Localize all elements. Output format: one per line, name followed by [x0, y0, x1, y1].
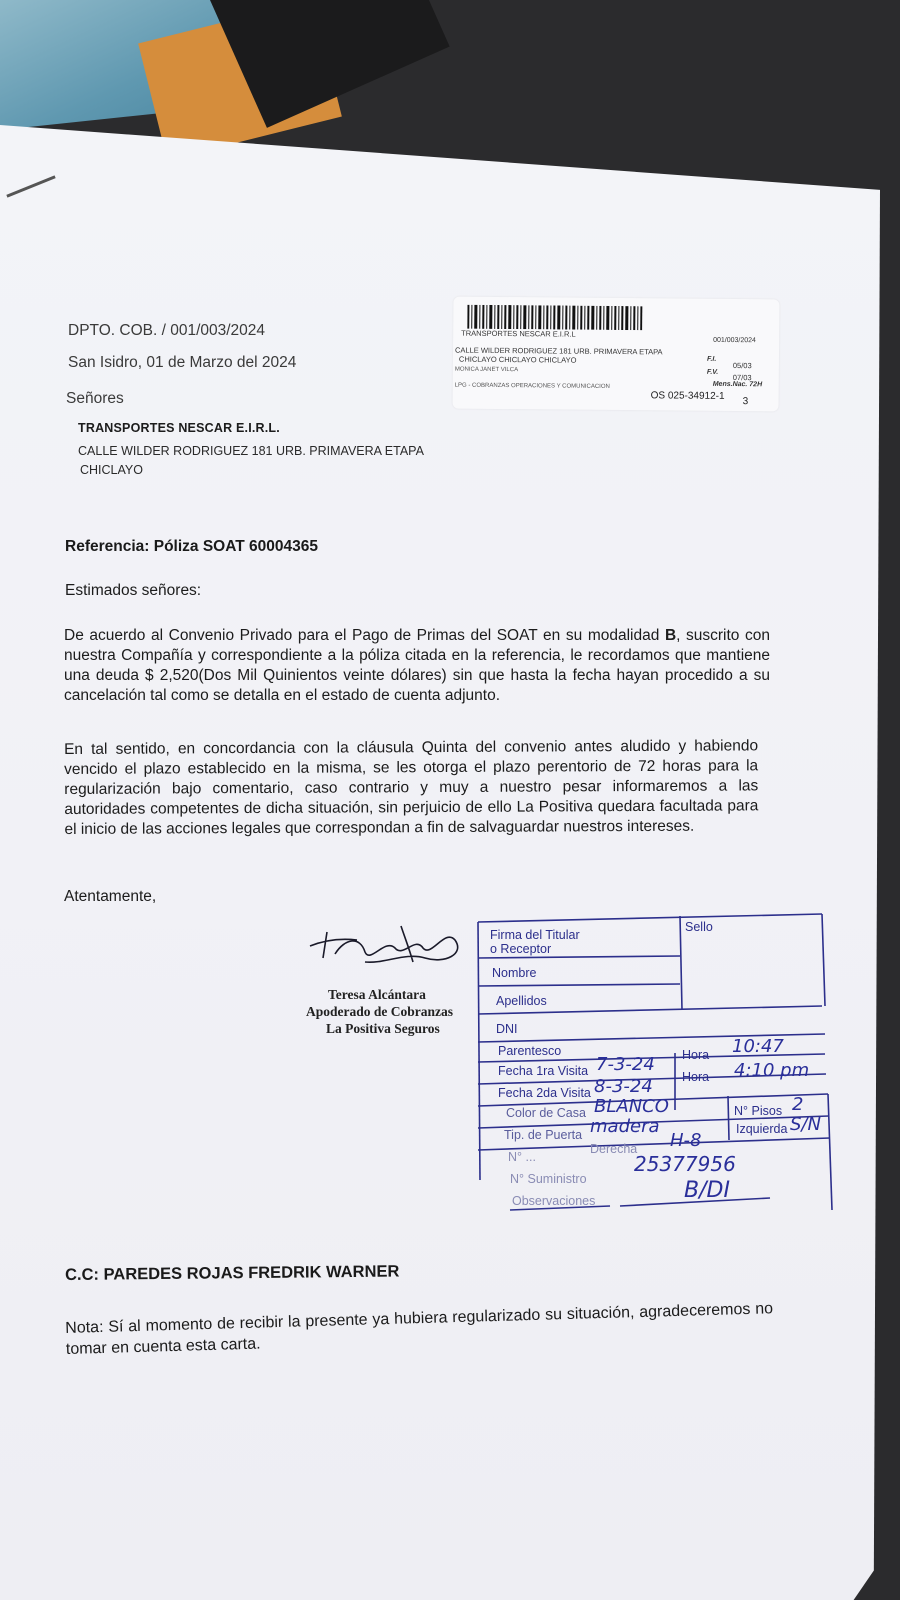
stamp-medidor-label: N° ... — [508, 1150, 536, 1164]
label-fv-label: F.V. — [706, 368, 719, 376]
stamp-fecha2-label: Fecha 2da Visita — [498, 1086, 591, 1100]
recipient-company: TRANSPORTES NESCAR E.I.R.L. — [78, 421, 280, 435]
stamp-derecha-value: H-8 — [670, 1130, 702, 1151]
stamp-observaciones-label: Observaciones — [512, 1194, 596, 1208]
greeting: Estimados señores: — [65, 582, 202, 599]
label-order-number: OS 025-34912-1 — [650, 390, 725, 402]
stamp-nombre-label: Nombre — [492, 966, 537, 980]
stamp-suministro-label: N° Suministro — [510, 1172, 587, 1186]
stamp-firma-label: Firma del Titular — [490, 928, 580, 942]
reference-value: Póliza SOAT 60004365 — [153, 538, 319, 555]
stamp-hora2-value: 4:10 pm — [734, 1060, 810, 1081]
signatory-title: Apoderado de Cobranzas — [306, 1004, 454, 1019]
recipient-address: CALLE WILDER RODRIGUEZ 181 URB. PRIMAVERA ETAPA — [78, 444, 424, 458]
stamp-derecha-label: Derecha — [590, 1142, 638, 1156]
label-address-2: CHICLAYO CHICLAYO CHICLAYO — [458, 354, 577, 365]
label-agent: MONICA JANET VILCA — [454, 366, 519, 374]
stamp-fecha2-value: 8-3-24 — [594, 1076, 653, 1097]
signature-image — [305, 918, 470, 973]
stamp-puerta-value: madera — [590, 1116, 660, 1137]
signatory-name: Teresa Alcántara — [328, 987, 426, 1002]
closing-note: Nota: Sí al momento de recibir la presente ya hubiera regularizado su situación, agradeceremos no tomar en cuenta esta carta. — [65, 1300, 774, 1358]
label-department: LPG - COBRANZAS OPERACIONES Y COMUNICACION — [454, 382, 610, 390]
mailing-label — [453, 297, 780, 412]
label-fi-label: F.I. — [706, 355, 717, 363]
stamp-izquierda-value: S/N — [790, 1114, 821, 1135]
stamp-hora2-label: Hora — [682, 1070, 710, 1084]
reference-label: Referencia: — [65, 538, 150, 555]
place-date: San Isidro, 01 de Marzo del 2024 — [68, 354, 297, 371]
stamp-izquierda-label: Izquierda — [736, 1122, 788, 1136]
delivery-stamp — [470, 910, 850, 1240]
label-service: Mens.Nac. 72H — [712, 380, 763, 389]
stamp-dni-label: DNI — [496, 1022, 518, 1036]
stamp-pisos-label: N° Pisos — [734, 1104, 783, 1118]
stamp-apellidos-label: Apellidos — [496, 994, 547, 1008]
paragraph-1 — [64, 626, 770, 706]
paragraph-2: En tal sentido, en concordancia con la cláusula Quinta del convenio antes aludido y habiendo vencido el plazo establecido en la misma, se les otorga el plazo perentorio de 72 horas para la regularización bajo comentario, caso contrario y muy a nuestro pesar informaremos a las autoridades competentes de dicha situación, sin perjuicio de ello La Positiva quedara facultada para el inicio de las acciones legales que correspondan a fin de salvaguardar nuestros intereses. — [64, 737, 759, 838]
label-address-1: CALLE WILDER RODRIGUEZ 181 URB. PRIMAVERA ETAPA — [454, 345, 663, 357]
reference-line — [65, 538, 318, 556]
label-fv-value: 07/03 — [732, 373, 752, 383]
cc-line: C.C: PAREDES ROJAS FREDRIK WARNER — [65, 1262, 400, 1284]
barcode-image — [467, 305, 642, 331]
stamp-observaciones-value: B/DI — [684, 1178, 730, 1203]
closing: Atentamente, — [64, 888, 157, 905]
label-fi-value: 05/03 — [732, 361, 752, 371]
paragraph-1-a: De acuerdo al Convenio Privado para el Pago de Primas del SOAT en su modalidad — [64, 627, 660, 644]
salutation-to: Señores — [66, 390, 124, 407]
dept-code: DPTO. COB. / 001/003/2024 — [68, 322, 266, 339]
label-company: TRANSPORTES NESCAR E.I.R.L — [461, 328, 576, 339]
stamp-hora1-label: Hora — [682, 1048, 710, 1062]
stamp-fecha1-label: Fecha 1ra Visita — [498, 1064, 589, 1078]
paragraph-1-c: , suscrito con nuestra Compañía y correspondiente a la póliza citada en la referencia, le recordamos que mantiene una deuda $ 2,520(Dos Mil Quinientos veinte dólares) sin que hasta la fecha hayan procedido a su cancelación tal como se detalla en el estado de cuenta adjunto. — [64, 627, 770, 704]
stamp-receptor-label: o Receptor — [490, 942, 552, 956]
stamp-parentesco-label: Parentesco — [498, 1044, 562, 1058]
recipient-city: CHICLAYO — [80, 463, 143, 477]
stamp-fecha1-value: 7-3-24 — [596, 1054, 655, 1075]
stamp-sello-label: Sello — [685, 920, 713, 934]
label-ref-code: 001/003/2024 — [713, 336, 756, 345]
stamp-suministro-value: 25377956 — [634, 1152, 736, 1176]
signatory-company: La Positiva Seguros — [326, 1021, 440, 1036]
paragraph-1-modality: B — [664, 627, 677, 644]
stamp-color-label: Color de Casa — [506, 1106, 586, 1120]
stamp-color-value: BLANCO — [594, 1096, 669, 1117]
stamp-puerta-label: Tip. de Puerta — [504, 1128, 583, 1142]
stamp-pisos-value: 2 — [792, 1094, 804, 1115]
label-count: 3 — [742, 396, 749, 408]
stamp-hora1-value: 10:47 — [732, 1036, 784, 1057]
